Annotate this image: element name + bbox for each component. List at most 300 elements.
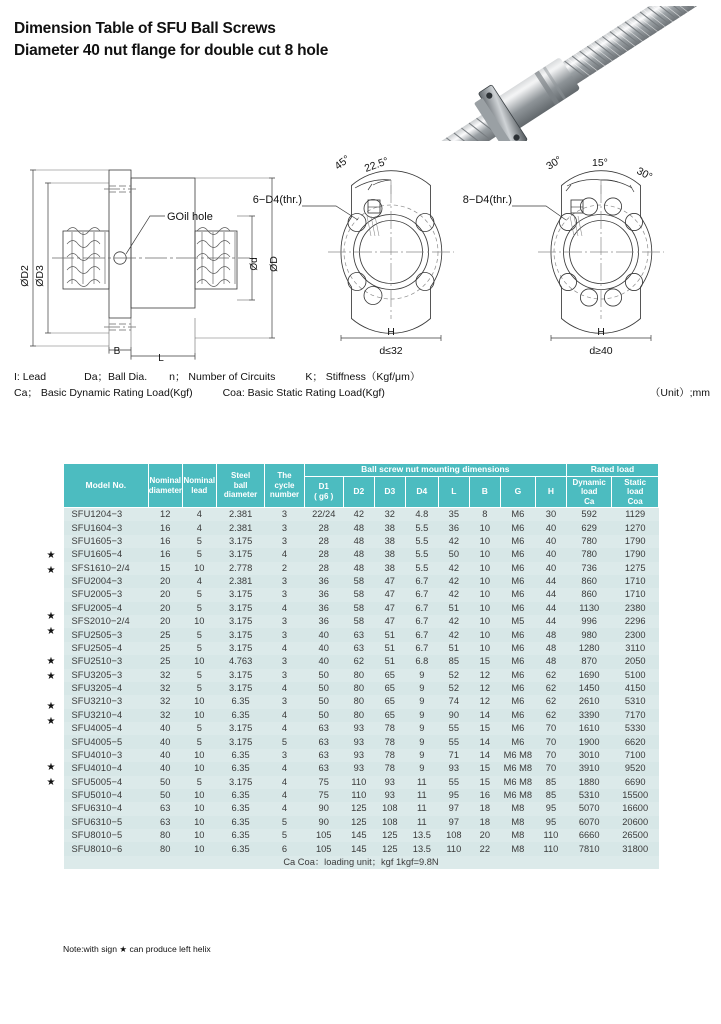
cell-coa: 31800: [612, 842, 659, 855]
cell-l: 51: [438, 642, 469, 655]
label-angle-15: 15°: [592, 157, 608, 169]
cell-g: M6 M8: [500, 776, 535, 789]
cell-coa: 1129: [612, 508, 659, 522]
cell-d3: 38: [374, 535, 405, 548]
cell-nl: 5: [182, 642, 216, 655]
cell-ca: 6660: [566, 829, 611, 842]
cell-sb: 4.763: [216, 655, 265, 668]
left-helix-star-icon: ★: [46, 625, 56, 637]
cell-sb: 6.35: [216, 816, 265, 829]
cell-g: M6: [500, 735, 535, 748]
table-row[interactable]: [64, 655, 659, 668]
col-d1-l1: D1: [318, 482, 329, 492]
cell-g: M8: [500, 842, 535, 855]
cell-cn: 3: [265, 521, 304, 534]
cell-ca: 1280: [566, 642, 611, 655]
cell-g: M6: [500, 669, 535, 682]
cell-d4: 4.8: [405, 508, 438, 522]
cell-coa: 7170: [612, 709, 659, 722]
cell-h: 30: [535, 508, 566, 522]
col-h: H: [535, 476, 566, 508]
cell-cn: 3: [265, 655, 304, 668]
table-row[interactable]: [64, 615, 659, 628]
cell-b: 18: [469, 816, 500, 829]
cell-nl: 10: [182, 829, 216, 842]
cell-ca: 1450: [566, 682, 611, 695]
cell-h: 85: [535, 776, 566, 789]
cell-l: 95: [438, 789, 469, 802]
header-row-groups: [64, 464, 659, 477]
cell-nl: 5: [182, 669, 216, 682]
cell-l: 50: [438, 548, 469, 561]
cell-l: 52: [438, 669, 469, 682]
col-d2: D2: [343, 476, 374, 508]
table-row[interactable]: [64, 695, 659, 708]
cell-nd: 80: [148, 829, 182, 842]
cell-l: 42: [438, 628, 469, 641]
legend-lead: I: Lead: [14, 371, 47, 383]
cell-d2: 145: [343, 829, 374, 842]
table-row[interactable]: [64, 776, 659, 789]
cell-d1: 22/24: [304, 508, 343, 522]
table-row[interactable]: [64, 709, 659, 722]
cell-d1: 40: [304, 628, 343, 641]
cell-model: SFU6310−4: [64, 802, 149, 815]
cell-d2: 110: [343, 789, 374, 802]
col-b: B: [469, 476, 500, 508]
cell-h: 85: [535, 789, 566, 802]
cell-b: 20: [469, 829, 500, 842]
col-d1: [304, 476, 343, 508]
cell-l: 97: [438, 802, 469, 815]
cell-nl: 5: [182, 628, 216, 641]
cell-b: 10: [469, 642, 500, 655]
cell-cn: 3: [265, 588, 304, 601]
cell-sb: 3.175: [216, 535, 265, 548]
cell-g: M8: [500, 802, 535, 815]
cell-ca: 980: [566, 628, 611, 641]
cell-cn: 3: [265, 669, 304, 682]
col-nl-l2: lead: [191, 485, 208, 495]
cell-l: 97: [438, 816, 469, 829]
cell-model: SFU2505−4: [64, 642, 149, 655]
cell-b: 10: [469, 575, 500, 588]
cell-b: 16: [469, 789, 500, 802]
label-angle-45: 45°: [332, 153, 353, 173]
footer-row: [64, 856, 659, 869]
cell-sb: 6.35: [216, 802, 265, 815]
left-helix-note: Note:with sign ★ can produce left helix: [63, 944, 211, 954]
col-cn-l3: number: [269, 490, 300, 500]
cell-b: 18: [469, 802, 500, 815]
left-helix-star-column: [40, 518, 62, 910]
cell-b: 10: [469, 521, 500, 534]
cell-d3: 108: [374, 816, 405, 829]
cell-nl: 5: [182, 735, 216, 748]
cell-d3: 65: [374, 669, 405, 682]
cell-nd: 20: [148, 615, 182, 628]
table-foot: [64, 856, 659, 869]
cell-cn: 4: [265, 548, 304, 561]
cell-d3: 38: [374, 562, 405, 575]
cell-d3: 51: [374, 655, 405, 668]
cell-coa: 5330: [612, 722, 659, 735]
cell-nl: 10: [182, 695, 216, 708]
cell-nd: 16: [148, 535, 182, 548]
cell-nd: 25: [148, 642, 182, 655]
cell-coa: 20600: [612, 816, 659, 829]
cell-cn: 4: [265, 802, 304, 815]
cell-nd: 50: [148, 789, 182, 802]
cell-d2: 80: [343, 682, 374, 695]
page-title: [14, 18, 328, 63]
table-row[interactable]: [64, 521, 659, 534]
cell-nd: 40: [148, 722, 182, 735]
title-line-2: Diameter 40 nut flange for double cut 8 hole: [14, 42, 329, 60]
col-model: Model No.: [64, 464, 149, 508]
cell-ca: 2610: [566, 695, 611, 708]
cell-h: 110: [535, 829, 566, 842]
cell-d2: 145: [343, 842, 374, 855]
cell-d2: 80: [343, 709, 374, 722]
cell-h: 95: [535, 802, 566, 815]
label-d3: ØD3: [34, 265, 46, 287]
cell-ca: 3910: [566, 762, 611, 775]
table-row[interactable]: [64, 722, 659, 735]
cell-nd: 80: [148, 842, 182, 855]
table-row[interactable]: [64, 642, 659, 655]
cell-d1: 90: [304, 816, 343, 829]
col-dyn-l1: Dynamic: [572, 477, 606, 487]
cell-nl: 5: [182, 535, 216, 548]
cell-g: M6: [500, 588, 535, 601]
cell-model: SFU4005−4: [64, 722, 149, 735]
cell-sb: 6.35: [216, 749, 265, 762]
cell-d3: 47: [374, 602, 405, 615]
cell-nd: 40: [148, 735, 182, 748]
cell-cn: 4: [265, 642, 304, 655]
cell-ca: 1610: [566, 722, 611, 735]
cell-d4: 9: [405, 735, 438, 748]
cell-d4: 5.5: [405, 562, 438, 575]
cell-l: 42: [438, 588, 469, 601]
cell-model: SFU2004−3: [64, 575, 149, 588]
cell-nl: 5: [182, 602, 216, 615]
legend-ball-dia: Da；Ball Dia.: [84, 371, 148, 383]
cell-sb: 3.175: [216, 615, 265, 628]
table-row[interactable]: [64, 535, 659, 548]
col-group-mounting: Ball screw nut mounting dimensions: [304, 464, 566, 477]
cell-g: M6: [500, 562, 535, 575]
cell-g: M6 M8: [500, 749, 535, 762]
cell-h: 62: [535, 669, 566, 682]
col-static-load: [612, 476, 659, 508]
cell-g: M6: [500, 722, 535, 735]
cell-sb: 6.35: [216, 695, 265, 708]
left-helix-star-icon: ★: [46, 610, 56, 622]
cell-ca: 6070: [566, 816, 611, 829]
cell-coa: 5310: [612, 695, 659, 708]
cell-d1: 50: [304, 682, 343, 695]
cell-model: SFU2510−3: [64, 655, 149, 668]
cell-nl: 5: [182, 776, 216, 789]
cell-d3: 125: [374, 829, 405, 842]
cell-d3: 108: [374, 802, 405, 815]
cell-coa: 2296: [612, 615, 659, 628]
label-angle-225: 22.5°: [362, 155, 391, 175]
table-row[interactable]: [64, 749, 659, 762]
cell-cn: 3: [265, 575, 304, 588]
cell-d3: 93: [374, 789, 405, 802]
label-h-6hole: H: [387, 326, 395, 338]
cell-d2: 125: [343, 816, 374, 829]
cell-coa: 7100: [612, 749, 659, 762]
cell-coa: 1790: [612, 535, 659, 548]
cell-model: SFU8010−6: [64, 842, 149, 855]
spec-table-wrapper: [63, 463, 659, 869]
cell-d1: 36: [304, 615, 343, 628]
cell-d2: 63: [343, 628, 374, 641]
table-row[interactable]: [64, 829, 659, 842]
cell-d4: 11: [405, 789, 438, 802]
table-row[interactable]: [64, 789, 659, 802]
cell-d4: 6.7: [405, 575, 438, 588]
table-row[interactable]: [64, 575, 659, 588]
cell-l: 55: [438, 722, 469, 735]
cell-sb: 6.35: [216, 829, 265, 842]
cell-d1: 63: [304, 735, 343, 748]
table-row[interactable]: [64, 816, 659, 829]
cell-model: SFU8010−5: [64, 829, 149, 842]
cell-b: 12: [469, 682, 500, 695]
cell-d1: 105: [304, 829, 343, 842]
col-d4: D4: [405, 476, 438, 508]
table-row[interactable]: [64, 735, 659, 748]
star-placeholder: [40, 865, 62, 880]
cell-l: 85: [438, 655, 469, 668]
cell-nl: 10: [182, 762, 216, 775]
col-nd-l2: diameter: [148, 485, 183, 495]
cell-d1: 75: [304, 789, 343, 802]
cell-g: M6: [500, 508, 535, 522]
cell-cn: 3: [265, 749, 304, 762]
cell-model: SFU3210−4: [64, 709, 149, 722]
cell-ca: 629: [566, 521, 611, 534]
legend-circuits: n； Number of Circuits: [169, 371, 276, 383]
cell-b: 10: [469, 628, 500, 641]
cell-ca: 1130: [566, 602, 611, 615]
cell-d3: 32: [374, 508, 405, 522]
cell-sb: 3.175: [216, 722, 265, 735]
cell-model: SFS1610−2/4: [64, 562, 149, 575]
legend-line-2: [14, 385, 714, 401]
cell-coa: 1710: [612, 588, 659, 601]
legend-ca: Ca； Basic Dynamic Rating Load(Kgf): [14, 387, 193, 399]
cell-d1: 50: [304, 709, 343, 722]
label-angle-30-right: 30°: [634, 165, 655, 184]
cell-model: SFU1604−3: [64, 521, 149, 534]
cell-d1: 50: [304, 695, 343, 708]
cell-d2: 48: [343, 535, 374, 548]
cell-ca: 5310: [566, 789, 611, 802]
cell-l: 42: [438, 535, 469, 548]
unit-note: （Unit）;mm: [649, 387, 710, 399]
cell-g: M6: [500, 602, 535, 615]
cell-l: 55: [438, 776, 469, 789]
cell-model: SFU1204−3: [64, 508, 149, 522]
cell-b: 22: [469, 842, 500, 855]
left-helix-star-icon: ★: [46, 761, 56, 773]
table-row[interactable]: [64, 588, 659, 601]
cell-model: SFU3205−3: [64, 669, 149, 682]
cell-d4: 6.7: [405, 588, 438, 601]
cell-cn: 4: [265, 602, 304, 615]
cell-nl: 4: [182, 521, 216, 534]
cell-ca: 780: [566, 548, 611, 561]
cell-sb: 3.175: [216, 682, 265, 695]
cell-b: 15: [469, 655, 500, 668]
left-helix-star-icon: ★: [46, 655, 56, 667]
cell-d4: 5.5: [405, 521, 438, 534]
cell-nl: 5: [182, 588, 216, 601]
col-sb-l3: diameter: [223, 490, 258, 500]
cell-h: 40: [535, 562, 566, 575]
cell-d4: 5.5: [405, 535, 438, 548]
cell-g: M6: [500, 642, 535, 655]
star-placeholder: [40, 533, 62, 548]
cell-sb: 2.381: [216, 508, 265, 522]
table-row[interactable]: [64, 802, 659, 815]
table-row[interactable]: [64, 762, 659, 775]
table-row[interactable]: [64, 562, 659, 575]
left-helix-star-icon: ★: [46, 565, 56, 577]
star-placeholder: [40, 790, 62, 805]
table-row[interactable]: [64, 508, 659, 522]
cell-cn: 5: [265, 735, 304, 748]
label-d2: ØD2: [19, 265, 31, 287]
cell-l: 74: [438, 695, 469, 708]
cell-h: 44: [535, 602, 566, 615]
table-row[interactable]: [64, 602, 659, 615]
star-placeholder: [40, 805, 62, 820]
cell-nl: 10: [182, 789, 216, 802]
cell-d2: 48: [343, 548, 374, 561]
cell-model: SFU6310−5: [64, 816, 149, 829]
cell-d1: 50: [304, 669, 343, 682]
label-h-8hole: H: [597, 326, 605, 338]
star-placeholder: [40, 820, 62, 835]
cell-coa: 9520: [612, 762, 659, 775]
star-placeholder: [40, 835, 62, 850]
cell-cn: 3: [265, 535, 304, 548]
cell-d3: 47: [374, 575, 405, 588]
cell-nd: 32: [148, 682, 182, 695]
table-row[interactable]: [64, 682, 659, 695]
cell-cn: 4: [265, 709, 304, 722]
cell-h: 62: [535, 682, 566, 695]
cell-h: 70: [535, 735, 566, 748]
cell-b: 12: [469, 669, 500, 682]
cell-model: SFU2005−4: [64, 602, 149, 615]
cell-d2: 58: [343, 588, 374, 601]
cell-nd: 63: [148, 816, 182, 829]
star-placeholder: [40, 684, 62, 699]
cell-d2: 58: [343, 602, 374, 615]
cell-sb: 3.175: [216, 642, 265, 655]
cell-l: 71: [438, 749, 469, 762]
cell-g: M6: [500, 548, 535, 561]
cell-d2: 93: [343, 749, 374, 762]
cell-d2: 80: [343, 669, 374, 682]
table-row[interactable]: [64, 628, 659, 641]
cell-coa: 2050: [612, 655, 659, 668]
cell-ca: 1900: [566, 735, 611, 748]
label-oil-hole: GOil hole: [167, 211, 213, 223]
cell-nd: 12: [148, 508, 182, 522]
cell-d4: 5.5: [405, 548, 438, 561]
cell-l: 42: [438, 615, 469, 628]
cell-d2: 58: [343, 575, 374, 588]
cell-d3: 78: [374, 749, 405, 762]
cell-g: M6: [500, 695, 535, 708]
cell-d1: 40: [304, 655, 343, 668]
col-cycle-number: [265, 464, 304, 508]
cell-cn: 2: [265, 562, 304, 575]
cell-d4: 11: [405, 816, 438, 829]
star-placeholder: [40, 895, 62, 910]
title-line-1: Dimension Table of SFU Ball Screws: [14, 20, 276, 37]
cell-d1: 28: [304, 548, 343, 561]
cell-nl: 10: [182, 802, 216, 815]
star-placeholder: [40, 593, 62, 608]
cell-cn: 6: [265, 842, 304, 855]
cell-b: 10: [469, 562, 500, 575]
cell-d1: 40: [304, 642, 343, 655]
label-d-ge-40: d≥40: [589, 345, 613, 357]
col-sb-l2: ball: [233, 480, 248, 490]
cell-d3: 65: [374, 695, 405, 708]
cell-cn: 4: [265, 682, 304, 695]
cell-nl: 5: [182, 682, 216, 695]
cell-d4: 6.7: [405, 628, 438, 641]
cell-d4: 9: [405, 762, 438, 775]
cell-l: 108: [438, 829, 469, 842]
cell-cn: 3: [265, 615, 304, 628]
cell-d1: 28: [304, 535, 343, 548]
cell-ca: 7810: [566, 842, 611, 855]
cell-sb: 3.175: [216, 588, 265, 601]
cell-d2: 63: [343, 642, 374, 655]
table-row[interactable]: [64, 842, 659, 855]
left-helix-star-icon: ★: [46, 716, 56, 728]
cell-d2: 58: [343, 615, 374, 628]
cell-nl: 10: [182, 709, 216, 722]
cell-l: 52: [438, 682, 469, 695]
cell-coa: 4150: [612, 682, 659, 695]
table-row[interactable]: [64, 669, 659, 682]
col-cn-l2: cycle: [274, 480, 295, 490]
cell-d1: 28: [304, 521, 343, 534]
cell-nd: 16: [148, 521, 182, 534]
cell-d3: 78: [374, 722, 405, 735]
left-helix-star-icon: ★: [46, 670, 56, 682]
legend-stiffness: K； Stiffness（Kgf/μm）: [305, 371, 421, 383]
cell-b: 14: [469, 749, 500, 762]
cell-sb: 2.381: [216, 575, 265, 588]
table-row[interactable]: [64, 548, 659, 561]
cell-sb: 3.175: [216, 776, 265, 789]
cell-model: SFS2010−2/4: [64, 615, 149, 628]
